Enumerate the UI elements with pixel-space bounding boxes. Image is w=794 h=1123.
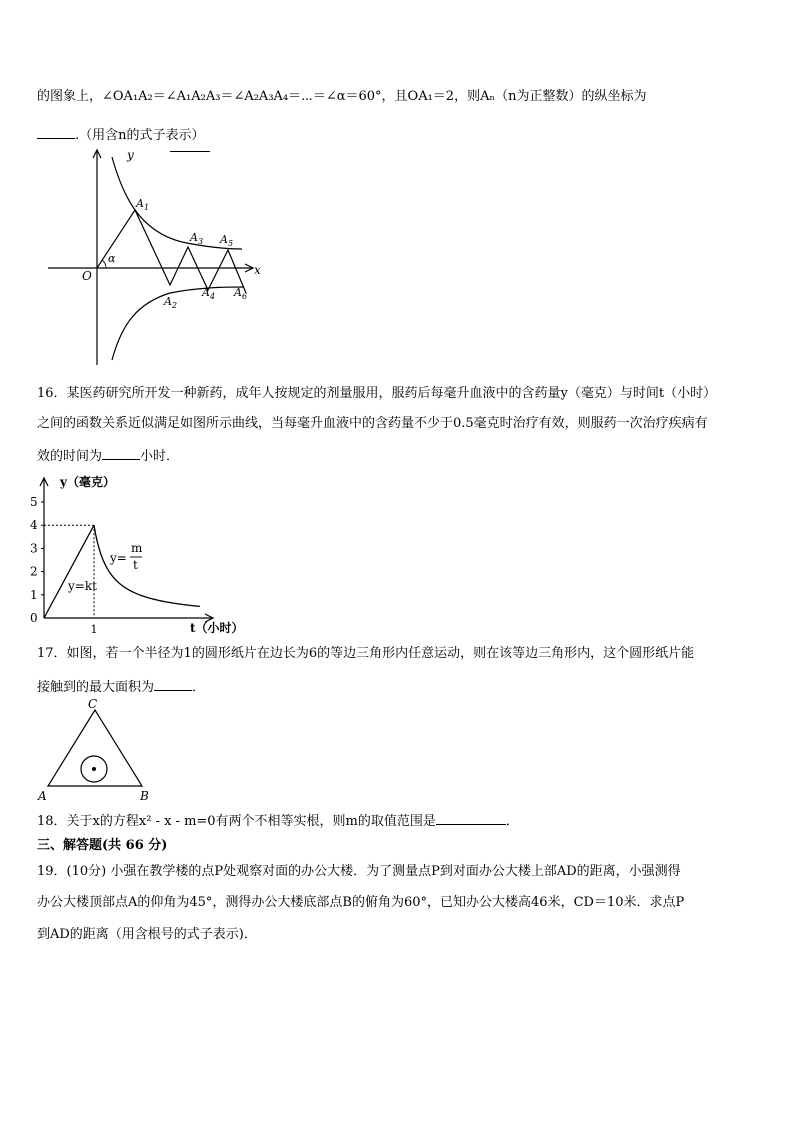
- chart-ytick-5: 5: [30, 495, 38, 509]
- vertex-B-label: B: [140, 789, 149, 803]
- answer-blank-q15[interactable]: [37, 125, 75, 139]
- q18-line: [37, 811, 519, 831]
- chart-ytick-3: 3: [30, 541, 38, 556]
- A1-label: $A_1$: [136, 197, 150, 212]
- chart-ytick-4: 4: [30, 518, 38, 533]
- q15-line2: [37, 125, 205, 145]
- chart-ytick-2: 2: [30, 564, 38, 579]
- hyperbola-lower-branch: [112, 287, 244, 360]
- circle-center: [92, 767, 96, 771]
- q19-line2: 办公大楼顶部点A的仰角为45°，测得办公大楼底部点B的俯角为60°，已知办公大楼高46米，CD＝10米．求点P: [37, 895, 685, 910]
- section-heading: 三、解答题(共 66 分): [37, 838, 168, 853]
- q18-text-prefix: 18．关于x的方程x² - x - m=0有两个不相等实根，则m的取值范围是: [37, 814, 436, 829]
- zigzag-A-points: [97, 210, 246, 293]
- A3-label: $A_3$: [190, 231, 204, 246]
- chart-ylabel: y（毫克）: [60, 475, 115, 489]
- q16-line3: [37, 446, 179, 466]
- angle-alpha-arc: [102, 260, 106, 268]
- answer-blank-q16[interactable]: [102, 446, 140, 460]
- vertex-C-label: C: [88, 697, 98, 711]
- chart-ytick-0: 0: [30, 611, 38, 625]
- q17-line2-suffix: ．: [192, 680, 206, 695]
- curve-label-y-eq: y=: [110, 551, 127, 565]
- drug-concentration-chart: [30, 472, 280, 640]
- A4-label: $A_4$: [202, 286, 216, 301]
- alpha-label: α: [108, 252, 116, 265]
- q15-line2-suffix: .（用含n的式子表示）: [75, 128, 205, 143]
- equilateral-triangle: [48, 710, 142, 786]
- q16-line2: 之间的函数关系近似满足如图所示曲线，当每毫升血液中的含药量不少于0.5毫克时治疗有效，则服药一次治疗疾病有: [37, 416, 708, 431]
- hyperbola-figure: [40, 145, 270, 370]
- answer-blank-q17[interactable]: [154, 677, 192, 691]
- chart-xtick-1: 1: [90, 623, 98, 636]
- answer-blank-q18[interactable]: [436, 811, 506, 825]
- y-axis-label: y: [127, 148, 134, 162]
- q17-line2-prefix: 接触到的最大面积为: [37, 680, 155, 695]
- A2-label: $A_2$: [164, 295, 178, 310]
- q16-line3-suffix: 小时．: [140, 449, 180, 464]
- chart-xlabel: t（小时）: [190, 621, 244, 635]
- q17-line1: 17．如图，若一个半径为1的圆形纸片在边长为6的等边三角形内任意运动，则在该等边三角形内，这个圆形纸片能: [37, 646, 695, 661]
- q19-line1: 19．(10分) 小强在教学楼的点P处观察对面的办公大楼．为了测量点P到对面办公大楼上部AD的距离，小强测得: [37, 864, 681, 879]
- q19-line3: 到AD的距离（用含根号的式子表示)．: [37, 927, 257, 942]
- A5-label: $A_5$: [220, 233, 234, 248]
- origin-label: O: [82, 269, 92, 283]
- x-axis-label: x: [254, 263, 261, 277]
- chart-ytick-1: 1: [30, 587, 38, 602]
- curve-label-numerator: m: [131, 541, 143, 555]
- curve-label-denominator: t: [133, 558, 138, 572]
- triangle-circle-figure: [34, 696, 159, 806]
- vertex-A-label: A: [38, 789, 47, 803]
- series-y-m-over-t: [94, 525, 200, 606]
- A6-label: $A_6$: [234, 286, 248, 301]
- line-label-y-kt: y=kt: [68, 579, 97, 593]
- series-y-kt: [44, 525, 94, 618]
- q16-line3-prefix: 效的时间为: [37, 449, 103, 464]
- q15-line1: 的图象上，∠OA₁A₂＝∠A₁A₂A₃＝∠A₂A₃A₄＝⋯＝∠α＝60°，且OA₁＝2，则Aₙ（n为正整数）的纵坐标为: [37, 89, 647, 104]
- q17-line2: [37, 677, 205, 697]
- q16-line1: 16．某医药研究所开发一种新药，成年人按规定的剂量服用，服药后每毫升血液中的含药量y（毫克）与时间t（小时）: [37, 386, 717, 401]
- q18-text-suffix: ．: [505, 814, 519, 829]
